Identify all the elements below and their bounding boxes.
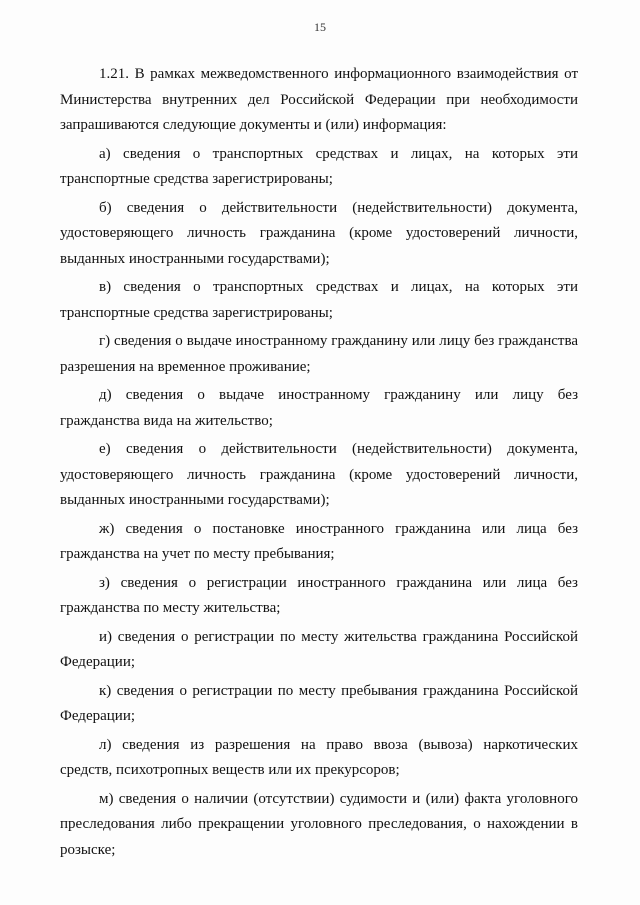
- paragraph-item-e: е) сведения о действительности (недействительности) документа, удостоверяющего личность гражданина (кроме удостоверений личности, выданных иностранными государствами);: [60, 441, 578, 508]
- paragraph-item-m: м) сведения о наличии (отсутствии) судимости и (или) факта уголовного преследования либо прекращении уголовного преследования, о нахождении в розыске;: [60, 790, 578, 858]
- paragraph-item-l: л) сведения из разрешения на право ввоза (вывоза) наркотических средств, психотропных веществ или их прекурсоров;: [60, 736, 578, 778]
- paragraph-item-d: д) сведения о выдаче иностранному гражданину или лицу без гражданства вида на жительство;: [60, 387, 578, 429]
- paragraph-item-i: и) сведения о регистрации по месту жительства гражданина Российской Федерации;: [60, 628, 578, 670]
- paragraph-item-v: в) сведения о транспортных средствах и лицах, на которых эти транспортные средства зарегистрированы;: [60, 279, 578, 321]
- paragraph-intro: 1.21. В рамках межведомственного информационного взаимодействия от Министерства внутренних дел Российской Федерации при необходимости запрашиваются следующие документы и (или) информация:: [60, 66, 578, 133]
- paragraph-item-k: к) сведения о регистрации по месту пребывания гражданина Российской Федерации;: [60, 682, 578, 724]
- paragraph-item-z: з) сведения о регистрации иностранного гражданина или лица без гражданства по месту жительства;: [60, 574, 578, 616]
- paragraph-item-g: г) сведения о выдаче иностранному гражданину или лицу без гражданства разрешения на временное проживание;: [60, 333, 578, 375]
- document-body: [60, 62, 578, 863]
- paragraph-item-zh: ж) сведения о постановке иностранного гражданина или лица без гражданства на учет по месту пребывания;: [60, 520, 578, 562]
- paragraph-item-b: б) сведения о действительности (недействительности) документа, удостоверяющего личность гражданина (кроме удостоверений личности, выданных иностранными государствами);: [60, 199, 578, 267]
- page-number: 15: [314, 20, 326, 34]
- paragraph-item-a: а) сведения о транспортных средствах и лицах, на которых эти транспортные средства зарегистрированы;: [60, 145, 578, 187]
